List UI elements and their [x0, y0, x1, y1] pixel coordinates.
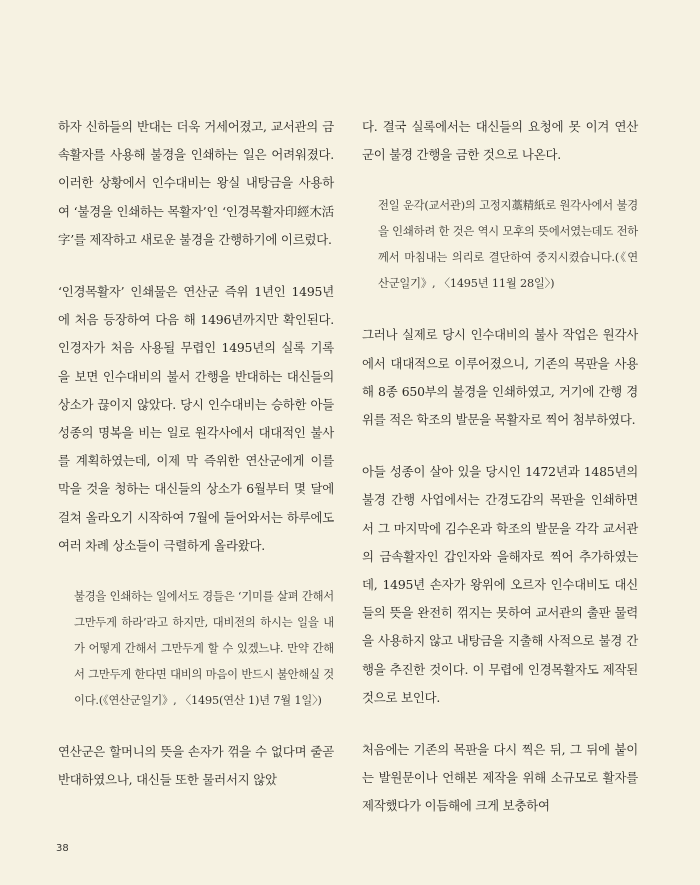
body-paragraph: 하자 신하들의 반대는 더욱 거세어졌고, 교서관의 금속활자를 사용해 불경을 인쇄하는 일은 어려워졌다. 이러한 상황에서 인수대비는 왕실 내탕금을 사용하여 ‘불경을 인쇄하는 목활자’인 ‘인경목활자印經木活字’를 제작하고 새로운 불경을 간행하기에 이르렀다. — [58, 119, 334, 247]
body-paragraph: 처음에는 기존의 목판을 다시 찍은 뒤, 그 뒤에 붙이는 발원문이나 언해본 제작을 위해 소규모로 활자를 제작했다가 이듬해에 크게 보충하여 — [362, 742, 638, 814]
block-quote: 불경을 인쇄하는 일에서도 경들은 ‘기미를 살펴 간해서 그만두게 하라’라고 하지만, 대비전의 하시는 일을 내가 어떻게 간해서 그만두게 할 수 있겠느냐. 만약 간해서 그만두게 한다면 대비의 마음이 반드시 불안해실 것이다.(《연산군일기》, 〈1495(연산 1)년 7월 1일〉) — [74, 590, 334, 708]
block-quote: 전일 운각(교서관)의 고정지藁精紙로 원각사에서 불경을 인쇄하려 한 것은 역시 모후의 뜻에서였는데도 전하께서 마침내는 의리로 결단하여 중지시켰습니다.(《연산군일기》, 〈1495년 11월 28일〉) — [378, 199, 638, 291]
body-paragraph: ‘인경목활자’ 인쇄물은 연산군 즉위 1년인 1495년에 처음 등장하여 다음 해 1496년까지만 확인된다. 인경자가 처음 사용될 무렵인 1495년의 실록 기록을 보면 인수대비의 불서 간행을 반대하는 대신들의 상소가 끊이지 않았다. 당시 인수대비는 승하한 아들 성종의 명복을 비는 일로 원각사에서 대대적인 불사를 계획하였는데, 이제 막 즉위한 연산군에게 이를 막을 것을 청하는 대신들의 상소가 6월부터 몇 달에 걸쳐 올라오기 시작하여 7월에 들어와서는 하루에도 여러 차례 상소들이 극렬하게 올라왔다. — [58, 284, 334, 553]
page-number: 38 — [56, 843, 69, 854]
right-column — [362, 113, 638, 845]
left-column — [58, 113, 334, 818]
body-paragraph: 연산군은 할머니의 뜻을 손자가 꺾을 수 없다며 줄곧 반대하였으나, 대신들 또한 물러서지 않았 — [58, 744, 334, 788]
body-paragraph: 다. 결국 실록에서는 대신들의 요청에 못 이겨 연산군이 불경 간행을 금한 것으로 나온다. — [362, 119, 638, 163]
body-paragraph: 아들 성종이 살아 있을 당시인 1472년과 1485년의 불경 간행 사업에서는 간경도감의 목판을 인쇄하면서 그 마지막에 김수온과 학조의 발문을 각각 교서관의 금속활자인 갑인자와 을해자로 찍어 추가하였는데, 1495년 손자가 왕위에 오르자 인수대비도 대신들의 뜻을 완전히 꺾지는 못하여 교서관의 출판 물력을 사용하지 않고 내탕금을 지출해 사적으로 불경 간행을 추진한 것이다. 이 무렵에 인경목활자도 제작된 것으로 보인다. — [362, 464, 638, 705]
body-paragraph: 그러나 실제로 당시 인수대비의 불사 작업은 원각사에서 대대적으로 이루어졌으니, 기존의 목판을 사용해 8종 650부의 불경을 인쇄하였고, 거기에 간행 경위를 적은 학조의 발문을 목활자로 찍어 첨부하였다. — [362, 327, 638, 428]
